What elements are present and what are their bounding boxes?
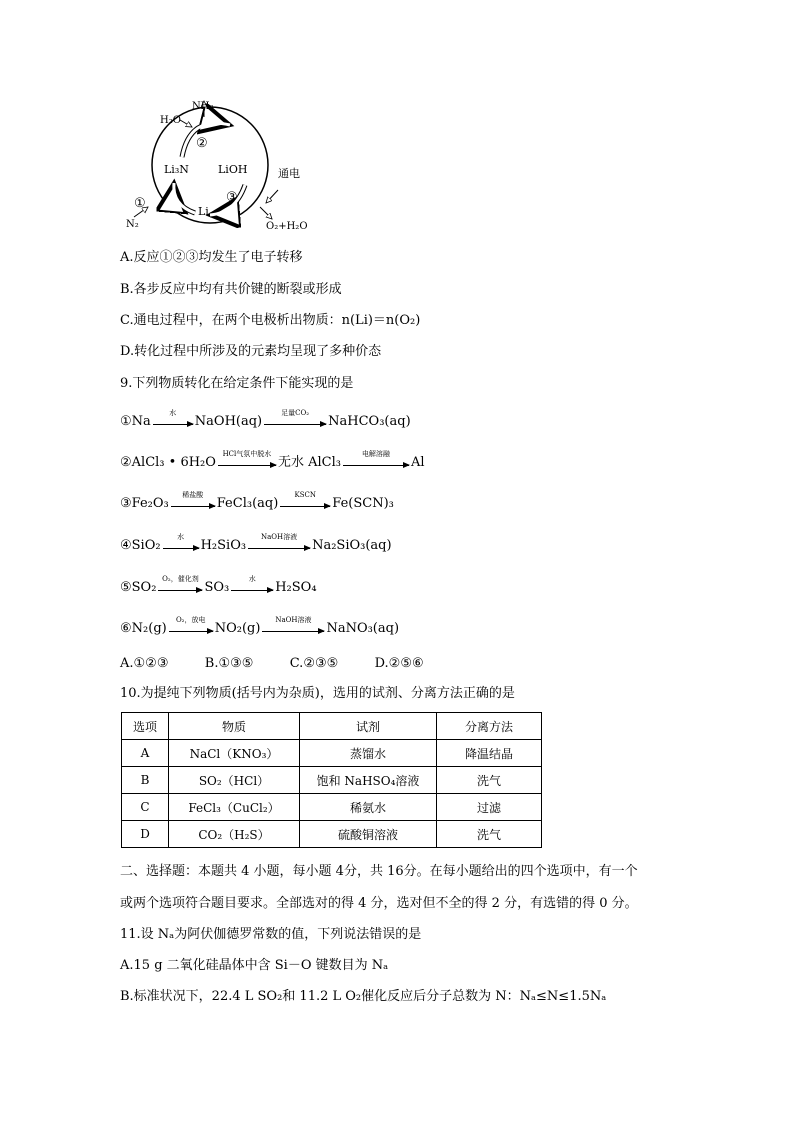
cell: 饱和 NaHSO₄溶液 — [300, 767, 437, 794]
table-row — [122, 740, 542, 767]
arrow-shaft — [218, 465, 276, 466]
arrow-shaft — [231, 590, 273, 591]
q9-reaction-5 — [120, 575, 317, 596]
reaction-condition: 电解溶融 — [361, 450, 390, 458]
reaction-condition: 水 — [248, 575, 256, 583]
reaction-species: H₂SO₄ — [275, 580, 317, 595]
q11-stem: 11.设 Nₐ为阿伏伽德罗常数的值，下列说法错误的是 — [120, 927, 422, 942]
q9-option-b: B.①③⑤ — [204, 656, 254, 671]
q8-option-b: B.各步反应中均有共价键的断裂或形成 — [120, 282, 342, 297]
arrow-shaft — [158, 590, 202, 591]
cell: 蒸馏水 — [300, 740, 437, 767]
reaction-species: Na — [131, 414, 151, 429]
lioh-label: LiOH — [218, 163, 248, 176]
q11-option-b: B.标准状况下，22.4 L SO₂和 11.2 L O₂催化反应后分子总数为 N：Nₐ≤N≤1.5Nₐ — [120, 989, 607, 1004]
li3n-label: Li₃N — [164, 163, 189, 176]
reaction-species: FeCl₃(aq) — [216, 496, 279, 511]
reaction-species: NaNO₃(aq) — [326, 621, 400, 636]
cell: 洗气 — [437, 767, 542, 794]
q9-reaction-3 — [120, 491, 394, 512]
q9-options — [120, 656, 424, 672]
reaction-arrow — [248, 533, 310, 549]
reaction-arrow — [262, 616, 324, 632]
cell: 降温结晶 — [437, 740, 542, 767]
cell: 过滤 — [437, 794, 542, 821]
cell: A — [122, 740, 169, 767]
cell: B — [122, 767, 169, 794]
reaction-arrow — [158, 575, 202, 591]
reaction-species: Fe₂O₃ — [131, 496, 169, 511]
q9-stem: 9.下列物质转化在给定条件下能实现的是 — [120, 376, 354, 391]
table-row — [122, 767, 542, 794]
table-header-row — [122, 713, 542, 740]
reaction-species: Na₂SiO₃(aq) — [312, 538, 392, 553]
arrow-shaft — [248, 548, 310, 549]
q8-option-c: C.通电过程中，在两个电极析出物质：n(Li)＝n(O₂) — [120, 313, 421, 328]
arrow-shaft — [171, 506, 215, 507]
reaction-arrow — [343, 450, 409, 466]
reaction-species: NaHCO₃(aq) — [328, 414, 411, 429]
reaction-condition: 水 — [169, 409, 177, 417]
cell: 硫酸铜溶液 — [300, 821, 437, 848]
h2o-label: H₂O — [160, 115, 181, 126]
reaction-number: ⑥ — [120, 621, 132, 636]
step1-label: ① — [134, 196, 146, 211]
electrolysis-label: 通电 — [278, 167, 300, 180]
reaction-number: ② — [120, 455, 132, 470]
q8-option-a: A.反应①②③均发生了电子转移 — [120, 250, 303, 265]
arrow-shaft — [264, 424, 326, 425]
reaction-number: ⑤ — [120, 580, 132, 595]
reaction-condition: NaOH溶液 — [275, 616, 312, 624]
q10-stem: 10.为提纯下列物质(括号内为杂质)，选用的试剂、分离方法正确的是 — [120, 686, 515, 701]
reaction-arrow — [264, 409, 326, 425]
header-option: 选项 — [122, 713, 169, 740]
reaction-arrow — [169, 616, 213, 632]
reaction-species: Al — [410, 455, 425, 470]
q10-table — [121, 712, 542, 848]
q11-option-a: A.15 g 二氧化硅晶体中含 Si－O 键数目为 Nₐ — [120, 958, 389, 973]
arrow-shaft — [262, 631, 324, 632]
reaction-species: SO₂ — [131, 580, 157, 595]
cell: D — [122, 821, 169, 848]
reaction-condition: 水 — [177, 533, 185, 541]
section2-line1: 二、选择题：本题共 4 小题，每小题 4分，共 16分。在每小题给出的四个选项中，有一个 — [120, 864, 638, 879]
reaction-species: NO₂(g) — [214, 621, 261, 636]
reaction-number: ③ — [120, 496, 132, 511]
step2-label: ② — [196, 136, 208, 151]
reaction-number: ① — [120, 414, 132, 429]
q9-option-a: A.①②③ — [120, 656, 169, 671]
q9-option-c: C.②③⑤ — [289, 656, 339, 671]
reaction-species: H₂SiO₃ — [200, 538, 247, 553]
header-substance: 物质 — [169, 713, 300, 740]
reaction-arrow — [218, 450, 276, 466]
reaction-condition: 稀盐酸 — [182, 491, 204, 499]
reaction-condition: O₂，催化剂 — [162, 575, 199, 583]
step3-label: ③ — [226, 190, 238, 205]
reaction-species: SO₃ — [204, 580, 230, 595]
table-row — [122, 794, 542, 821]
reaction-arrow — [231, 575, 273, 591]
table-row — [122, 821, 542, 848]
reaction-condition: NaOH溶液 — [261, 533, 298, 541]
reaction-arrow — [280, 491, 330, 507]
arrow-shaft — [280, 506, 330, 507]
cell: CO₂（H₂S） — [169, 821, 300, 848]
lithium-cycle-diagram — [120, 95, 320, 235]
cell: SO₂（HCl） — [169, 767, 300, 794]
arrow-shaft — [343, 465, 409, 466]
reaction-arrow — [163, 533, 199, 549]
cell: C — [122, 794, 169, 821]
reaction-species: NaOH(aq) — [194, 414, 263, 429]
li-label: Li — [198, 205, 209, 218]
n2-label: N₂ — [126, 219, 139, 230]
reaction-species: N₂(g) — [131, 621, 167, 636]
reaction-condition: O₂，放电 — [175, 616, 206, 624]
cell: 洗气 — [437, 821, 542, 848]
q9-reaction-6 — [120, 616, 400, 637]
reaction-number: ④ — [120, 538, 132, 553]
reaction-species: SiO₂ — [131, 538, 161, 553]
reaction-condition: 足量CO₂ — [281, 409, 310, 417]
cell: 稀氨水 — [300, 794, 437, 821]
header-method: 分离方法 — [437, 713, 542, 740]
reaction-condition: KSCN — [294, 491, 317, 499]
q9-reaction-1 — [120, 409, 411, 430]
arrow-shaft — [153, 424, 193, 425]
q9-reaction-2 — [120, 450, 425, 471]
reaction-arrow — [171, 491, 215, 507]
q9-option-d: D.②⑤⑥ — [374, 656, 424, 671]
q9-reaction-4 — [120, 533, 392, 554]
products-label: O₂+H₂O — [266, 221, 308, 232]
arrow-shaft — [163, 548, 199, 549]
section2-line2: 或两个选项符合题目要求。全部选对的得 4 分，选对但不全的得 2 分，有选错的得 0 分。 — [120, 896, 638, 911]
reaction-species: AlCl₃ • 6H₂O — [131, 455, 216, 470]
cell: NaCl（KNO₃） — [169, 740, 300, 767]
q8-option-d: D.转化过程中所涉及的元素均呈现了多种价态 — [120, 344, 382, 359]
nh3-label: NH₃ — [192, 101, 214, 112]
cell: FeCl₃（CuCl₂） — [169, 794, 300, 821]
reaction-species: Fe(SCN)₃ — [332, 496, 394, 511]
reaction-condition: HCl气氛中脱水 — [222, 450, 272, 458]
header-reagent: 试剂 — [300, 713, 437, 740]
reaction-species: 无水 AlCl₃ — [277, 455, 341, 470]
reaction-arrow — [153, 409, 193, 425]
arrow-shaft — [169, 631, 213, 632]
